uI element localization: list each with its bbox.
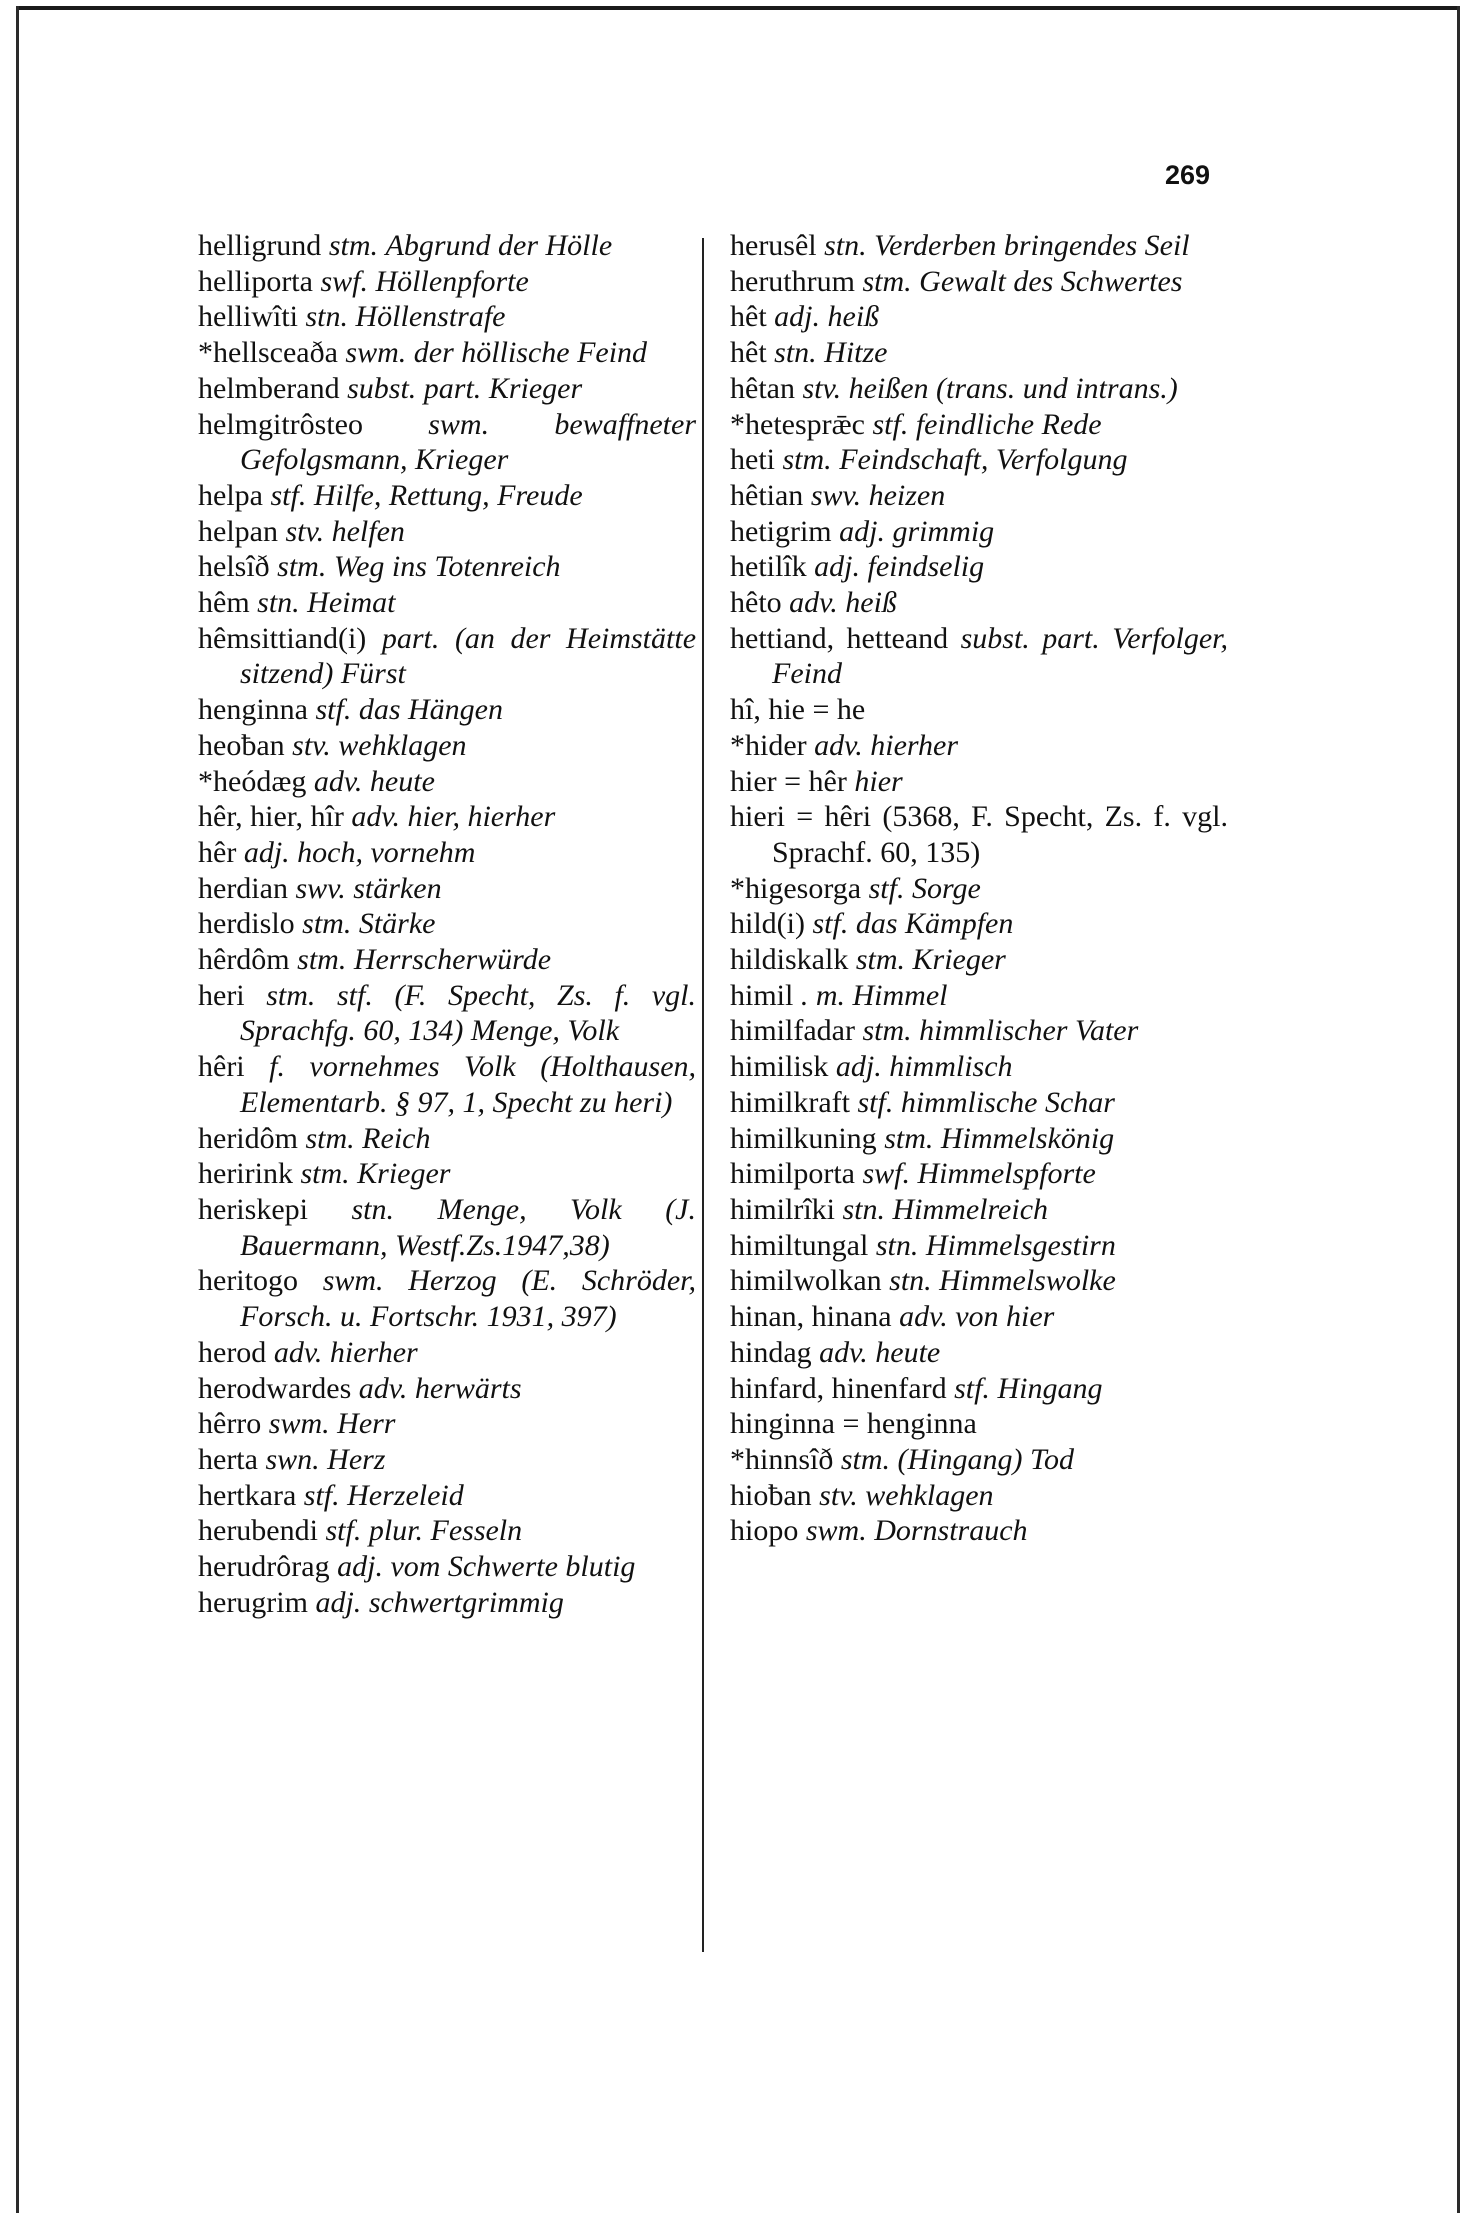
- entry-headword: hetigrim: [730, 514, 832, 548]
- entry-headword: hêmsittiand(i): [198, 621, 367, 655]
- entry-headword: *hellsceaða: [198, 336, 338, 370]
- dictionary-entry: [198, 942, 696, 978]
- entry-headword: himilkuning: [730, 1121, 877, 1155]
- entry-gloss: Himmelspforte: [917, 1157, 1096, 1191]
- entry-grammar: stm.: [300, 1157, 350, 1191]
- dictionary-entry: [198, 1049, 696, 1120]
- entry-headword: himil: [730, 978, 794, 1012]
- entry-gloss: hoch, vornehm: [297, 835, 476, 869]
- entry-gloss: bewaffneter Gefolgsmann, Krieger: [240, 407, 697, 477]
- entry-grammar: adj.: [774, 300, 820, 334]
- entry-gloss: himmlische Schar: [900, 1085, 1115, 1119]
- entry-grammar: adv.: [819, 1335, 868, 1369]
- entry-headword: hettiand, hetteand: [730, 621, 949, 655]
- dictionary-entry: [198, 1549, 696, 1585]
- dictionary-entry: [730, 1085, 1228, 1121]
- entry-headword: *hetesprǣc: [730, 407, 865, 441]
- dictionary-entry: [730, 764, 1228, 800]
- entry-headword: hieri = hêri (5368, F. Specht, Zs. f. vgl. Sprachf. 60, 135): [730, 800, 1228, 869]
- entry-headword: heri: [198, 978, 245, 1012]
- entry-gloss: Herz: [327, 1442, 386, 1476]
- entry-gloss: Abgrund der Hölle: [385, 229, 613, 262]
- entry-headword: hier = hêr: [730, 764, 847, 798]
- entry-gloss: Himmelswolke: [939, 1264, 1116, 1298]
- entry-grammar: stf.: [868, 871, 905, 905]
- entry-headword: hêtian: [730, 478, 804, 512]
- entry-grammar: stv.: [819, 1478, 858, 1512]
- entry-gloss: Hilfe, Rettung, Freude: [313, 478, 583, 512]
- entry-gloss: Herzeleid: [347, 1478, 464, 1512]
- dictionary-entry: [198, 1371, 696, 1407]
- entry-grammar: swf.: [320, 264, 368, 298]
- entry-gloss: heiß: [845, 586, 897, 620]
- entry-headword: *heódæg: [198, 764, 307, 798]
- entry-headword: *hinnsîð: [730, 1442, 834, 1476]
- entry-gloss: Reich: [362, 1121, 431, 1155]
- dictionary-entry: [730, 549, 1228, 585]
- entry-headword: himilwolkan: [730, 1264, 882, 1298]
- entry-grammar: swm.: [805, 1514, 867, 1548]
- entry-headword: henginna: [198, 693, 308, 727]
- entry-headword: hinan, hinana: [730, 1300, 892, 1334]
- dictionary-entry: [730, 228, 1228, 264]
- entry-grammar: stm.: [302, 907, 352, 941]
- dictionary-entry: [198, 1335, 696, 1371]
- entry-headword: herudrôrag: [198, 1550, 330, 1584]
- dictionary-entry: [730, 871, 1228, 907]
- entry-headword: *higesorga: [730, 871, 862, 905]
- entry-grammar: adj.: [839, 514, 885, 548]
- entry-headword: hildiskalk: [730, 943, 849, 977]
- entry-headword: hindag: [730, 1335, 812, 1369]
- entry-grammar: stf.: [315, 693, 352, 727]
- entry-headword: herugrim: [198, 1585, 308, 1619]
- entry-grammar: swm.: [322, 1264, 384, 1298]
- entry-grammar: adj.: [315, 1585, 362, 1619]
- entry-headword: herta: [198, 1442, 258, 1476]
- entry-gloss: Krieger: [357, 1157, 451, 1191]
- entry-headword: himiltungal: [730, 1228, 869, 1262]
- entry-headword: *hider: [730, 728, 807, 762]
- entry-headword: hêm: [198, 586, 250, 620]
- entry-headword: hild(i): [730, 907, 805, 941]
- entry-gloss: stärken: [353, 871, 442, 905]
- entry-headword: herdian: [198, 871, 288, 905]
- entry-headword: herod: [198, 1335, 267, 1369]
- dictionary-entry: [730, 978, 1228, 1014]
- entry-gloss: Heimat: [307, 586, 396, 620]
- entry-gloss: Himmel: [852, 978, 948, 1012]
- entry-gloss: Krieger: [912, 943, 1006, 977]
- entry-grammar: stf.: [270, 478, 307, 512]
- entry-gloss: Himmelsgestirn: [925, 1228, 1116, 1262]
- entry-grammar: stm.: [862, 264, 912, 298]
- entry-grammar: stn.: [305, 300, 349, 334]
- entry-gloss: das Kämpfen: [855, 907, 1014, 941]
- entry-gloss: Hitze: [824, 336, 888, 370]
- dictionary-entry: [730, 1406, 1228, 1442]
- entry-grammar: adj.: [835, 1050, 882, 1084]
- entry-grammar: stf.: [954, 1371, 990, 1405]
- entry-grammar: subst. part.: [347, 371, 482, 405]
- entry-gloss: heizen: [868, 478, 946, 512]
- dictionary-entry: [730, 264, 1228, 300]
- entry-grammar: stm.: [862, 1014, 912, 1048]
- dictionary-entry: [730, 1442, 1228, 1478]
- dictionary-entry: [730, 728, 1228, 764]
- entry-headword: heritogo: [198, 1264, 298, 1298]
- dictionary-entry: [198, 549, 696, 585]
- page-top-border: [16, 6, 1460, 10]
- dictionary-entry: [730, 514, 1228, 550]
- entry-gloss: (F. Specht, Zs. f. vgl. Sprachfg. 60, 134) Menge, Volk: [240, 978, 697, 1048]
- entry-headword: helpa: [198, 478, 263, 512]
- dictionary-entry: [198, 1442, 696, 1478]
- entry-grammar: stf.: [303, 1478, 340, 1512]
- entry-headword: hêto: [730, 586, 782, 620]
- entry-gloss: hierher: [329, 1335, 418, 1369]
- entry-grammar: stv.: [285, 514, 325, 548]
- entry-grammar: swv.: [295, 871, 346, 905]
- dictionary-entry: [730, 442, 1228, 478]
- dictionary-entry: [198, 1585, 696, 1621]
- entry-gloss: feindliche Rede: [915, 407, 1102, 441]
- dictionary-entry: [198, 871, 696, 907]
- entry-grammar: stf.: [857, 1085, 894, 1119]
- entry-headword: helligrund: [198, 229, 322, 262]
- entry-gloss: (Hingang) Tod: [897, 1442, 1074, 1476]
- entry-headword: himilrîki: [730, 1192, 835, 1226]
- dictionary-entry: [730, 1228, 1228, 1264]
- entry-grammar: stn.: [257, 586, 300, 620]
- entry-grammar: stn.: [842, 1192, 886, 1226]
- entry-grammar: stf.: [812, 907, 849, 941]
- dictionary-entry: [198, 407, 696, 478]
- dictionary-entry: [730, 1371, 1228, 1407]
- dictionary-entry: [198, 1263, 696, 1334]
- entry-headword: heriskepi: [198, 1192, 308, 1226]
- entry-grammar: stm.: [297, 943, 347, 977]
- dictionary-entry: [730, 1478, 1228, 1514]
- entry-headword: hetilîk: [730, 550, 807, 584]
- entry-grammar: stm.: [840, 1442, 891, 1476]
- entry-gloss: Höllenpforte: [375, 264, 529, 298]
- entry-grammar: stm.: [305, 1121, 355, 1155]
- entry-grammar: swm.: [345, 336, 407, 370]
- entry-headword: heruthrum: [730, 264, 855, 298]
- entry-gloss: vom Schwerte blutig: [390, 1550, 636, 1584]
- entry-gloss: Sorge: [911, 871, 981, 905]
- dictionary-entry: [198, 1478, 696, 1514]
- entry-headword: herirink: [198, 1157, 293, 1191]
- entry-gloss: feindselig: [867, 550, 985, 584]
- dictionary-entry: [730, 1156, 1228, 1192]
- dictionary-entry: [198, 835, 696, 871]
- entry-headword: hêr: [198, 835, 237, 869]
- dictionary-entry: [730, 799, 1228, 870]
- entry-headword: herdislo: [198, 907, 295, 941]
- page-left-border: [16, 6, 19, 2213]
- entry-grammar: stf.: [872, 407, 909, 441]
- dictionary-entry: [730, 1335, 1228, 1371]
- entry-headword: hêt: [730, 336, 767, 370]
- entry-grammar: part.: [381, 621, 440, 655]
- entry-grammar: adv.: [313, 764, 363, 798]
- entry-grammar: adv.: [273, 1335, 323, 1369]
- dictionary-entry: [198, 335, 696, 371]
- dictionary-entry: [198, 1192, 696, 1263]
- dictionary-entry: [198, 264, 696, 300]
- entry-headword: heti: [730, 443, 775, 477]
- dictionary-entry: [198, 514, 696, 550]
- dictionary-entry: [198, 228, 696, 264]
- entry-grammar: swv.: [810, 478, 862, 512]
- dictionary-entry: [730, 1121, 1228, 1157]
- entry-headword: hertkara: [198, 1478, 297, 1512]
- entry-grammar: adv.: [899, 1300, 948, 1334]
- entry-headword: hêtan: [730, 371, 795, 405]
- dictionary-entry: [730, 942, 1228, 978]
- entry-gloss: Himmelreich: [892, 1192, 1049, 1226]
- entry-gloss: von hier: [955, 1300, 1055, 1334]
- dictionary-entry: [198, 1406, 696, 1442]
- entry-headword: himilporta: [730, 1157, 855, 1191]
- entry-headword: helmberand: [198, 371, 340, 405]
- entry-headword: heridôm: [198, 1121, 298, 1155]
- entry-gloss: Herzog (E. Schröder, Forsch. u. Fortschr. 1931, 397): [240, 1264, 697, 1334]
- entry-gloss: herwärts: [414, 1371, 522, 1405]
- entry-gloss: Menge, Volk (J. Bauermann, Westf.Zs.1947,38): [240, 1192, 696, 1262]
- entry-headword: herodwardes: [198, 1371, 352, 1405]
- entry-headword: himilkraft: [730, 1085, 850, 1119]
- dictionary-entry: [730, 621, 1228, 692]
- dictionary-entry: [198, 799, 696, 835]
- dictionary-entry: [730, 407, 1228, 443]
- entry-grammar: stn.: [875, 1228, 919, 1262]
- dictionary-entry: [730, 1299, 1228, 1335]
- dictionary-entry: [730, 1192, 1228, 1228]
- dictionary-entry: [730, 371, 1228, 407]
- entry-headword: himilfadar: [730, 1014, 855, 1048]
- entry-gloss: wehklagen: [865, 1478, 994, 1512]
- entry-gloss: Herrscherwürde: [353, 943, 552, 977]
- entry-grammar: swn.: [265, 1442, 320, 1476]
- entry-gloss: der höllische Feind: [413, 336, 648, 370]
- entry-grammar: . m.: [800, 978, 846, 1012]
- entry-headword: heoƀan: [198, 728, 285, 762]
- entry-gloss: Höllenstrafe: [355, 300, 506, 334]
- entry-gloss: himmlisch: [889, 1050, 1013, 1084]
- dictionary-entry: [198, 1513, 696, 1549]
- entry-headword: hioƀan: [730, 1478, 812, 1512]
- dictionary-entry: [198, 978, 696, 1049]
- entry-gloss: Hingang: [997, 1371, 1103, 1405]
- entry-headword: hinginna = henginna: [730, 1407, 977, 1441]
- dictionary-entry: [730, 335, 1228, 371]
- entry-grammar: adj.: [243, 835, 290, 869]
- entry-grammar: stn.: [774, 336, 817, 370]
- dictionary-entry: [730, 906, 1228, 942]
- entry-grammar: adv.: [358, 1371, 408, 1405]
- dictionary-entry: [198, 1156, 696, 1192]
- entry-grammar: stv.: [802, 371, 842, 405]
- entry-grammar: stn.: [351, 1192, 394, 1226]
- dictionary-entry: [730, 1263, 1228, 1299]
- entry-grammar: adv.: [789, 586, 838, 620]
- entry-gloss: himmlischer Vater: [919, 1014, 1139, 1048]
- dictionary-entry: [198, 1121, 696, 1157]
- entry-grammar: f.: [269, 1050, 286, 1084]
- entry-grammar: adj.: [337, 1550, 383, 1584]
- entry-gloss: Fesseln: [430, 1514, 523, 1548]
- dictionary-entry: [198, 478, 696, 514]
- entry-headword: hêrdôm: [198, 943, 290, 977]
- dictionary-entry: [730, 585, 1228, 621]
- entry-gloss: grimmig: [892, 514, 995, 548]
- entry-headword: helmgitrôsteo: [198, 407, 363, 441]
- dictionary-entry: [198, 621, 696, 692]
- entry-grammar: stm. stf.: [266, 978, 373, 1012]
- entry-gloss: helfen: [331, 514, 405, 548]
- entry-headword: himilisk: [730, 1050, 829, 1084]
- dictionary-entry: [198, 299, 696, 335]
- entry-headword: hêt: [730, 300, 767, 334]
- dictionary-entry: [730, 299, 1228, 335]
- entry-gloss: Dornstrauch: [874, 1514, 1028, 1548]
- entry-headword: helliwîti: [198, 300, 298, 334]
- entry-grammar: subst. part.: [960, 621, 1100, 655]
- dictionary-entry: [730, 478, 1228, 514]
- entry-gloss: heute: [875, 1335, 941, 1369]
- entry-gloss: heute: [369, 764, 435, 798]
- page-right-border: [1457, 6, 1460, 2213]
- dictionary-entry: [198, 728, 696, 764]
- entry-headword: hinfard, hinenfard: [730, 1371, 947, 1405]
- entry-grammar: adj.: [814, 550, 860, 584]
- entry-gloss: Verfolger, Feind: [772, 621, 1229, 691]
- entry-headword: helliporta: [198, 264, 313, 298]
- right-column: [730, 228, 1228, 1549]
- entry-gloss: hier, hierher: [407, 800, 556, 834]
- dictionary-entry: [730, 1513, 1228, 1549]
- entry-gloss: (an der Heimstätte sitzend) Fürst: [240, 621, 697, 691]
- dictionary-entry: [730, 692, 1228, 728]
- dictionary-entry: [198, 371, 696, 407]
- column-divider: [702, 238, 704, 1952]
- entry-gloss: Herr: [337, 1407, 396, 1441]
- dictionary-entry: [730, 1013, 1228, 1049]
- page-number: 269: [1164, 160, 1210, 190]
- entry-headword: hiopo: [730, 1514, 799, 1548]
- entry-grammar: stm.: [855, 943, 906, 977]
- entry-grammar: stm.: [884, 1121, 934, 1155]
- entry-gloss: Weg ins Totenreich: [333, 550, 561, 584]
- dictionary-entry: [198, 585, 696, 621]
- entry-grammar: stm.: [782, 443, 832, 477]
- dictionary-entry: [198, 906, 696, 942]
- left-column: [198, 228, 696, 1620]
- entry-gloss: wehklagen: [338, 728, 467, 762]
- entry-gloss: Himmelskönig: [940, 1121, 1115, 1155]
- entry-headword: hî, hie = he: [730, 693, 866, 727]
- dictionary-entry: [198, 764, 696, 800]
- entry-headword: helpan: [198, 514, 278, 548]
- entry-headword: hêr, hier, hîr: [198, 800, 344, 834]
- entry-gloss: Verderben bringendes Seil: [874, 229, 1190, 262]
- entry-grammar: adv.: [351, 800, 400, 834]
- entry-gloss: heiß: [827, 300, 880, 334]
- entry-grammar: swf.: [862, 1157, 911, 1191]
- entry-gloss: Stärke: [358, 907, 436, 941]
- entry-grammar: adv.: [814, 728, 863, 762]
- entry-gloss: hierher: [870, 728, 959, 762]
- entry-headword: hêri: [198, 1050, 245, 1084]
- entry-gloss: hier: [854, 764, 903, 798]
- entry-grammar: swm.: [268, 1407, 330, 1441]
- entry-gloss: das Hängen: [358, 693, 503, 727]
- entry-headword: herusêl: [730, 229, 817, 262]
- entry-grammar: stn.: [889, 1264, 932, 1298]
- entry-gloss: schwertgrimmig: [368, 1585, 564, 1619]
- entry-headword: herubendi: [198, 1514, 318, 1548]
- entry-headword: hêrro: [198, 1407, 262, 1441]
- entry-gloss: Krieger: [488, 371, 583, 405]
- entry-gloss: heißen (trans. und intrans.): [848, 371, 1178, 405]
- entry-grammar: stm.: [277, 550, 327, 584]
- entry-gloss: Gewalt des Schwertes: [919, 264, 1183, 298]
- dictionary-entry: [730, 1049, 1228, 1085]
- entry-gloss: Feindschaft, Verfolgung: [839, 443, 1128, 477]
- entry-grammar: stv.: [292, 728, 331, 762]
- entry-gloss: vornehmes Volk (Holthausen, Elementarb. § 97, 1, Specht zu heri): [240, 1050, 697, 1119]
- entry-grammar: stn.: [824, 229, 867, 262]
- entry-grammar: stm.: [328, 229, 378, 262]
- entry-headword: helsîð: [198, 550, 270, 584]
- entry-grammar: swm.: [428, 407, 490, 441]
- dictionary-entry: [198, 692, 696, 728]
- entry-grammar: stf. plur.: [325, 1514, 423, 1548]
